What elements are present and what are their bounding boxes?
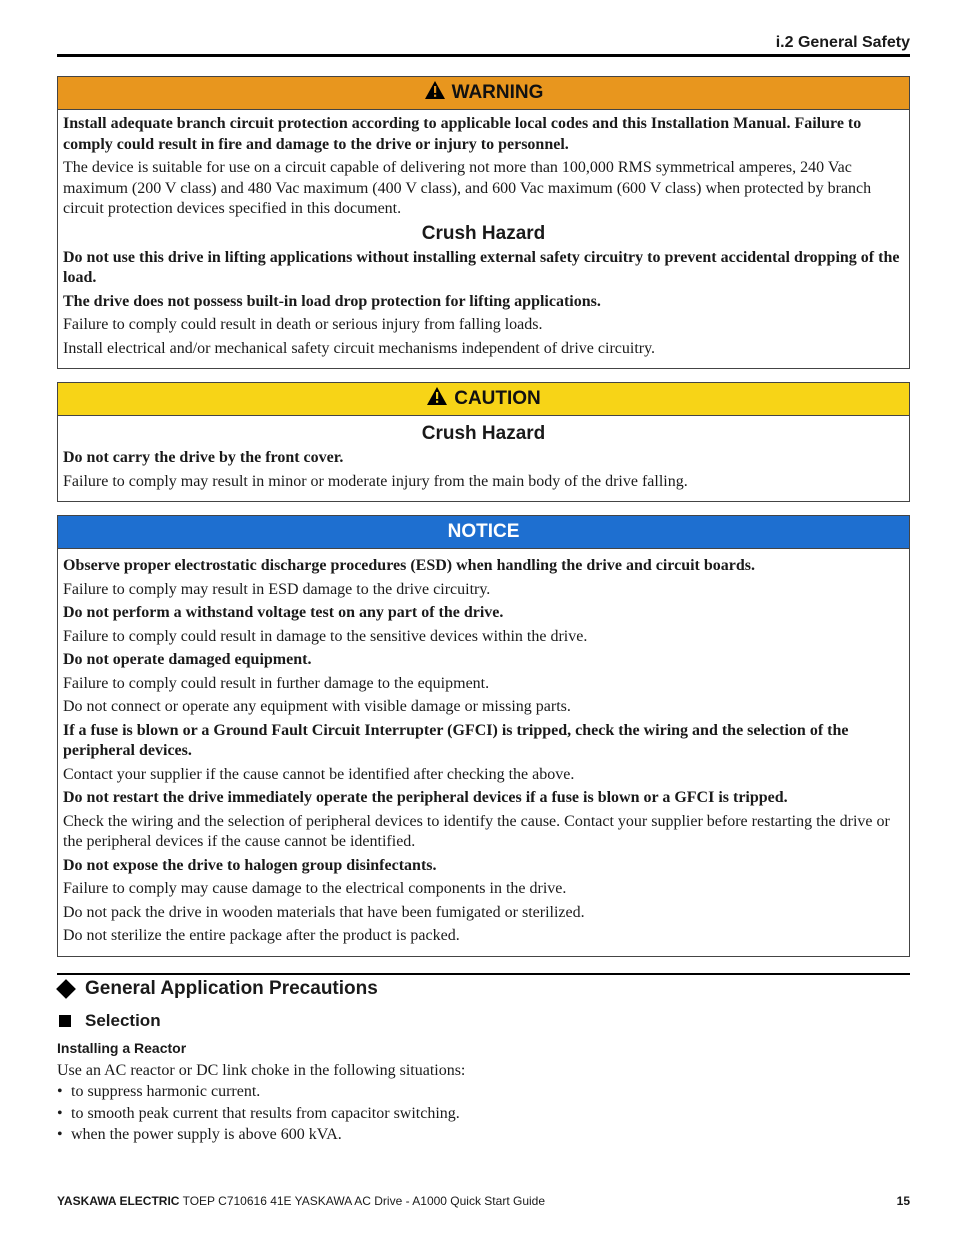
notice-text: Do not operate damaged equipment. — [63, 651, 312, 668]
notice-text: Failure to comply may cause damage to the electrical components in the drive. — [63, 880, 567, 897]
warning-label: WARNING — [451, 82, 544, 103]
caution-header — [58, 383, 909, 416]
minor-heading: Installing a Reactor — [57, 1040, 187, 1056]
warning-text: Failure to comply could result in death or serious injury from falling loads. — [63, 316, 543, 333]
footer-brand: YASKAWA ELECTRIC — [57, 1194, 180, 1208]
notice-text: Failure to comply could result in damage to the sensitive devices within the drive. — [63, 627, 588, 645]
warning-header — [58, 77, 909, 110]
list-item — [57, 1124, 460, 1146]
warning-text: The device is suitable for use on a circuit capable of delivering not more than 100,000 RMS symmetrical amperes, 240 Vac maximum (200 V class) and 480 Vac maximum (400 V class), and 600 Vac maximum (600 V class) when protected by branch circuit protection devices specified in this document. — [63, 159, 872, 217]
page-footer — [57, 1194, 910, 1208]
bullet-dot-icon: • — [57, 1083, 63, 1100]
notice-text: Observe proper electrostatic discharge procedures (ESD) when handling the drive and circuit boards. — [63, 557, 755, 574]
notice-text: Do not sterilize the entire package after the product is packed. — [63, 927, 460, 944]
list-item-text: when the power supply is above 600 kVA. — [71, 1126, 342, 1143]
bullet-dot-icon: • — [57, 1126, 63, 1143]
crush-hazard-heading: Crush Hazard — [421, 222, 546, 244]
section-heading — [57, 978, 378, 1000]
notice-text: If a fuse is blown or a Ground Fault Circuit Interrupter (GFCI) is tripped, check the wiring and the selection of the peripheral devices. — [63, 721, 849, 759]
warning-triangle-icon — [426, 386, 448, 412]
bullet-dot-icon: • — [57, 1104, 63, 1122]
header-rule — [57, 54, 910, 57]
caution-text: Do not carry the drive by the front cover. — [63, 449, 344, 466]
caution-box — [57, 382, 910, 502]
page-section-title: i.2 General Safety — [775, 34, 910, 51]
bullet-list — [57, 1081, 460, 1146]
section-heading-text: General Application Precautions — [85, 978, 378, 999]
notice-box — [57, 515, 910, 957]
warning-text: The drive does not possess built-in load drop protection for lifting applications. — [63, 292, 601, 310]
footer-doc-title: TOEP C710616 41E YASKAWA AC Drive - A1000 Quick Start Guide — [182, 1194, 546, 1208]
notice-text: Failure to comply could result in further damage to the equipment. — [63, 674, 490, 692]
notice-text: Do not restart the drive immediately operate the peripheral devices if a fuse is blown or a GFCI is tripped. — [63, 789, 788, 806]
section-rule — [57, 973, 910, 975]
subsection-heading — [57, 1011, 161, 1031]
intro-paragraph: Use an AC reactor or DC link choke in the following situations: — [57, 1062, 466, 1079]
notice-text: Do not pack the drive in wooden materials that have been fumigated or sterilized. — [63, 903, 585, 921]
list-item-text: to suppress harmonic current. — [71, 1083, 261, 1100]
subsection-heading-text: Selection — [85, 1011, 161, 1030]
list-item-text: to smooth peak current that results from capacitor switching. — [71, 1104, 460, 1122]
square-bullet-icon — [59, 1015, 71, 1027]
warning-triangle-icon — [424, 80, 446, 106]
crush-hazard-heading: Crush Hazard — [421, 423, 546, 444]
notice-text: Failure to comply may result in ESD damage to the drive circuitry. — [63, 580, 491, 598]
warning-text: Install electrical and/or mechanical safety circuit mechanisms independent of drive circuitry. — [63, 339, 656, 357]
warning-text: Install adequate branch circuit protection according to applicable local codes and this Installation Manual. Failure to comply could result in fire and damage to the drive or injury to personnel. — [63, 115, 862, 153]
notice-label: NOTICE — [447, 521, 520, 542]
notice-text: Do not connect or operate any equipment with visible damage or missing parts. — [63, 698, 571, 715]
page-number: 15 — [896, 1194, 910, 1208]
warning-text: Do not use this drive in lifting applications without installing external safety circuitry to prevent accidental dropping of the load. — [63, 248, 900, 286]
notice-text: Do not perform a withstand voltage test on any part of the drive. — [63, 604, 504, 621]
warning-box — [57, 76, 910, 369]
notice-header — [58, 516, 909, 549]
notice-text: Check the wiring and the selection of peripheral devices to identify the cause. Contact your supplier before restarting the drive or the peripheral devices if the cause cannot be identified. — [63, 812, 890, 850]
footer-doc-info — [57, 1194, 545, 1208]
diamond-bullet-icon — [56, 979, 76, 999]
list-item — [57, 1081, 460, 1103]
caution-label: CAUTION — [454, 388, 541, 409]
caution-text: Failure to comply may result in minor or moderate injury from the main body of the drive falling. — [63, 472, 688, 490]
notice-text: Do not expose the drive to halogen group disinfectants. — [63, 856, 437, 874]
list-item — [57, 1103, 460, 1125]
notice-text: Contact your supplier if the cause cannot be identified after checking the above. — [63, 765, 575, 783]
